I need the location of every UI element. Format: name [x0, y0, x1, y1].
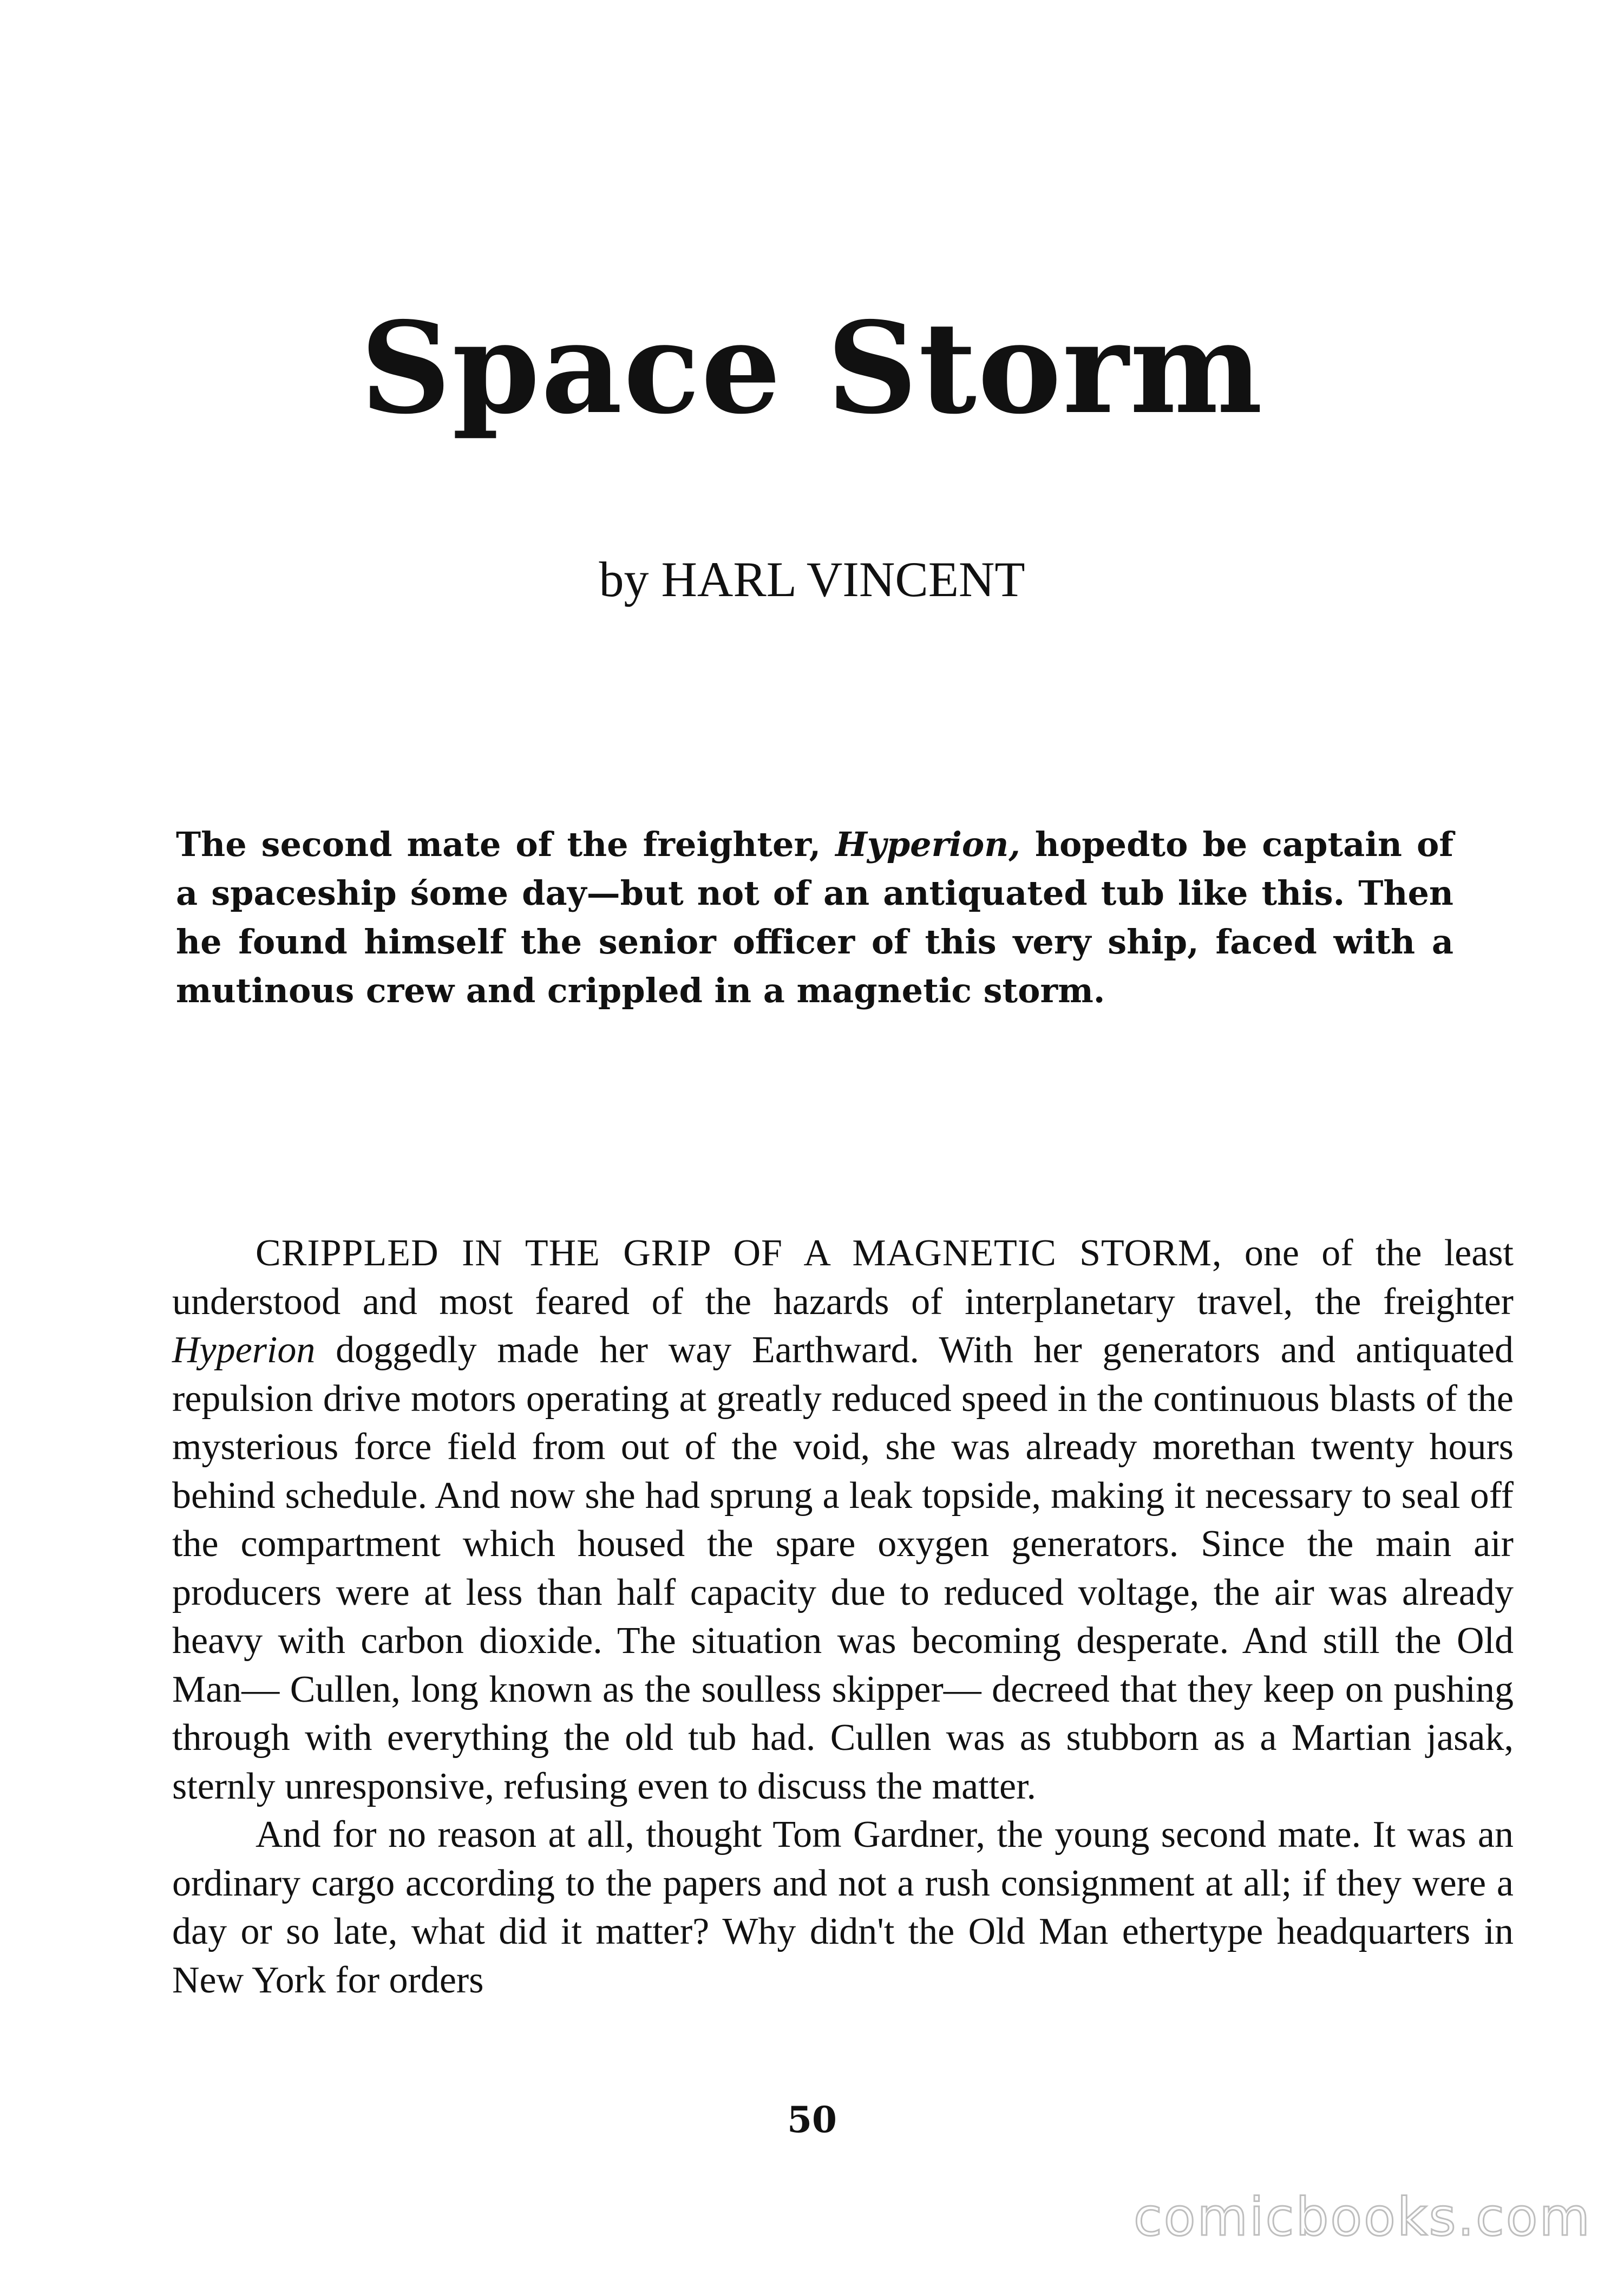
blurb-text-start: The second mate of the freighter, [176, 825, 836, 864]
blurb-ship-name: Hyperion, [835, 825, 1020, 864]
author-byline: by HARL VINCENT [599, 552, 1025, 607]
story-title: Space Storm [360, 294, 1264, 442]
page-number: 50 [787, 2099, 837, 2141]
story-body [172, 1229, 1514, 2004]
opening-caps: CRIPPLED IN THE GRIP OF A MAGNETIC STORM, [256, 1232, 1222, 1274]
paragraph-1-ship-name: Hyperion [172, 1329, 316, 1371]
body-paragraph-2: And for no reason at all, thought Tom Gardner, the young second mate. It was an ordinary cargo according to the papers and not a rush consignment at all; if they were a day or so late, what did it matter? Why didn't the Old Man ethertype headquarters in New York for orders [172, 1814, 1514, 2001]
body-paragraph-1 [172, 1229, 1514, 1811]
blurb-text-end: hopedto be captain of a spaceship śome day—but not of an antiquated tub like this. Then he found himself the senior officer of this very ship, faced with a mutinous crew and crippled in a magnetic storm. [176, 825, 1453, 1010]
paragraph-1-text-a: one of the least understood and most feared of the hazards of interplanetary travel, the freighter [172, 1232, 1514, 1323]
paragraph-1-text-b: doggedly made her way Earthward. With her generators and antiquated repulsion drive motors operating at greatly reduced speed in the continuous blasts of the mysterious force field from out of the void, she was already morethan twenty hours behind schedule. And now she had sprung a leak topside, making it necessary to seal off the compartment which housed the spare oxygen generators. Since the main air producers were at less than half capacity due to reduced voltage, the air was already heavy with carbon dioxide. The situation was becoming desperate. And still the Old Man— Cullen, long known as the soulless skipper— decreed that they keep on pushing through with everything the old tub had. Cullen was as stubborn as a Martian jasak, sternly unresponsive, refusing even to discuss the matter. [172, 1329, 1514, 1807]
story-blurb [176, 820, 1453, 1015]
watermark-logo: comicbooks.com [1133, 2187, 1592, 2247]
